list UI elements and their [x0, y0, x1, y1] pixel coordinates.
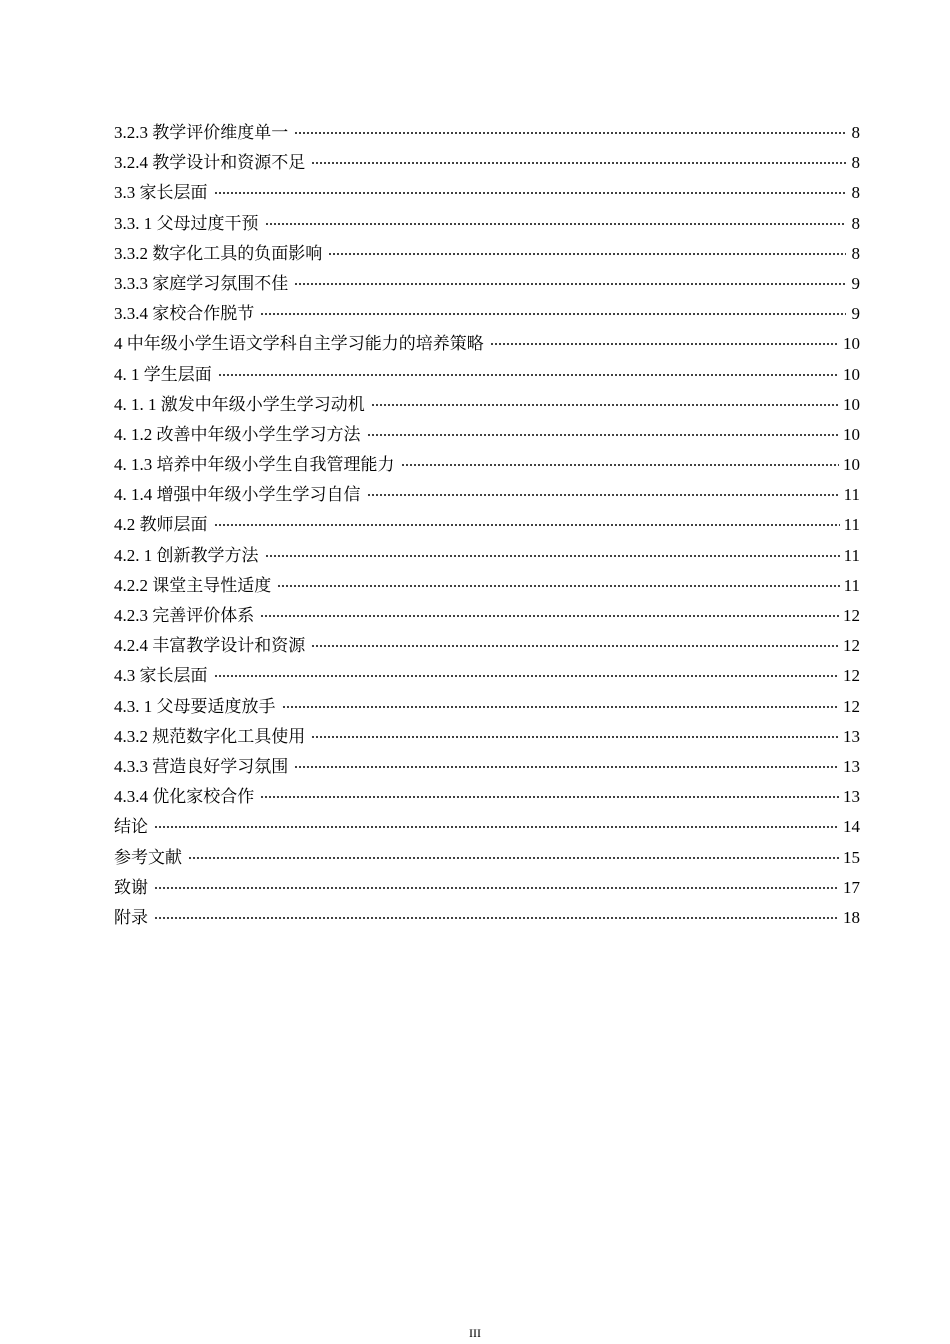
toc-entry-page-number: 11	[843, 515, 860, 535]
toc-entry-title: 3.3.4 家校合作脱节	[114, 304, 255, 324]
toc-entry[interactable]	[114, 420, 860, 450]
toc-entry-title: 4.2 教师层面	[114, 515, 208, 535]
toc-entry-title: 4.3.3 营造良好学习氛围	[114, 756, 289, 776]
toc-entry-title: 4. 1 学生层面	[114, 364, 212, 384]
toc-entry-page-number: 8	[851, 153, 860, 173]
toc-dot-leader	[265, 223, 847, 225]
toc-dot-leader	[188, 857, 839, 859]
toc-entry-page-number: 17	[843, 877, 860, 897]
toc-entry-page-number: 8	[851, 243, 860, 263]
toc-entry-page-number: 10	[843, 455, 860, 475]
toc-dot-leader	[154, 887, 839, 889]
page-number-footer: III	[469, 1326, 481, 1340]
toc-entry-page-number: 12	[843, 606, 860, 625]
toc-entry-page-number: 11	[843, 545, 860, 565]
toc-entry[interactable]	[114, 812, 860, 842]
toc-entry-title: 3.3.3 家庭学习氛围不佳	[114, 273, 289, 293]
toc-entry-title: 3.2.3 教学评价维度单一	[114, 123, 289, 142]
toc-entry-title: 3.3. 1 父母过度干预	[114, 213, 259, 233]
toc-entry[interactable]	[114, 209, 860, 239]
toc-entry-page-number: 10	[843, 334, 860, 354]
toc-dot-leader	[154, 826, 839, 828]
toc-entry-page-number: 18	[843, 907, 860, 927]
toc-dot-leader	[311, 162, 846, 164]
toc-entry[interactable]	[114, 873, 860, 903]
toc-entry[interactable]	[114, 118, 860, 148]
toc-entry-title: 4.2.4 丰富教学设计和资源	[114, 636, 306, 656]
toc-entry-title: 4. 1.3 培养中年级小学生自我管理能力	[114, 455, 395, 475]
toc-dot-leader	[367, 494, 840, 496]
toc-entry[interactable]	[114, 692, 860, 722]
toc-entry-title: 4 中年级小学生语文学科自主学习能力的培养策略	[114, 334, 484, 354]
toc-entry-page-number: 11	[843, 485, 860, 505]
toc-entry-page-number: 8	[851, 123, 860, 142]
toc-entry[interactable]	[114, 843, 860, 873]
toc-entry-title: 4.2.3 完善评价体系	[114, 606, 255, 625]
toc-dot-leader	[311, 736, 839, 738]
toc-entry[interactable]	[114, 722, 860, 752]
toc-dot-leader	[294, 132, 846, 134]
toc-dot-leader	[260, 313, 846, 315]
toc-entry[interactable]	[114, 510, 860, 540]
toc-entry[interactable]	[114, 450, 860, 480]
toc-dot-leader	[265, 555, 840, 557]
toc-dot-leader	[371, 404, 839, 406]
toc-entry[interactable]	[114, 541, 860, 571]
toc-entry[interactable]	[114, 329, 860, 359]
toc-entry-title: 4. 1.2 改善中年级小学生学习方法	[114, 424, 361, 444]
toc-dot-leader	[490, 343, 839, 345]
toc-entry[interactable]	[114, 601, 860, 631]
toc-entry-page-number: 9	[851, 273, 860, 293]
toc-entry-title: 4.3 家长层面	[114, 666, 208, 686]
toc-entry[interactable]	[114, 390, 860, 420]
toc-entry-title: 4.3.2 规范数字化工具使用	[114, 726, 306, 746]
toc-dot-leader	[218, 374, 839, 376]
toc-entry[interactable]	[114, 299, 860, 329]
toc-entry[interactable]	[114, 631, 860, 661]
toc-entry-page-number: 10	[843, 364, 860, 384]
toc-entry[interactable]	[114, 178, 860, 208]
toc-entry-title: 4.2. 1 创新教学方法	[114, 545, 259, 565]
toc-entry-title: 4. 1. 1 激发中年级小学生学习动机	[114, 394, 365, 414]
toc-entry-page-number: 15	[843, 847, 860, 867]
toc-entry-page-number: 10	[843, 424, 860, 444]
toc-entry-title: 致谢	[114, 877, 148, 897]
toc-dot-leader	[294, 766, 839, 768]
toc-entry-title: 结论	[114, 817, 148, 837]
toc-dot-leader	[260, 796, 839, 798]
toc-entry-page-number: 12	[843, 666, 860, 686]
toc-entry[interactable]	[114, 661, 860, 691]
toc-entry-page-number: 10	[843, 394, 860, 414]
toc-entry-page-number: 13	[843, 756, 860, 776]
toc-dot-leader	[214, 675, 840, 677]
toc-entry[interactable]	[114, 571, 860, 601]
toc-dot-leader	[282, 706, 840, 708]
toc-entry-title: 4.3.4 优化家校合作	[114, 787, 255, 807]
toc-entry-title: 4.3. 1 父母要适度放手	[114, 696, 276, 716]
toc-entry-title: 4.2.2 课堂主导性适度	[114, 575, 272, 595]
toc-entry-title: 4. 1.4 增强中年级小学生学习自信	[114, 485, 361, 505]
toc-entry-title: 3.3 家长层面	[114, 183, 208, 203]
toc-dot-leader	[214, 524, 840, 526]
toc-entry-title: 参考文献	[114, 847, 182, 867]
toc-entry[interactable]	[114, 782, 860, 812]
toc-entry-page-number: 12	[843, 636, 860, 656]
toc-dot-leader	[294, 283, 846, 285]
toc-entry-page-number: 14	[843, 817, 860, 837]
toc-dot-leader	[311, 645, 839, 647]
toc-entry-page-number: 9	[851, 304, 860, 324]
toc-entry-page-number: 12	[843, 696, 860, 716]
toc-entry-page-number: 8	[851, 213, 860, 233]
toc-entry[interactable]	[114, 148, 860, 178]
toc-dot-leader	[401, 464, 840, 466]
toc-entry[interactable]	[114, 903, 860, 933]
toc-entry[interactable]	[114, 269, 860, 299]
toc-entry[interactable]	[114, 360, 860, 390]
toc-entry-title: 附录	[114, 907, 148, 927]
toc-entry[interactable]	[114, 752, 860, 782]
toc-entry-title: 3.2.4 教学设计和资源不足	[114, 153, 306, 173]
toc-entry-page-number: 13	[843, 787, 860, 807]
table-of-contents	[114, 118, 860, 933]
toc-entry[interactable]	[114, 480, 860, 510]
toc-dot-leader	[367, 434, 840, 436]
toc-entry-page-number: 13	[843, 726, 860, 746]
toc-dot-leader	[154, 917, 839, 919]
toc-entry[interactable]	[114, 239, 860, 269]
toc-dot-leader	[328, 253, 846, 255]
toc-dot-leader	[277, 585, 839, 587]
toc-dot-leader	[260, 615, 839, 617]
toc-dot-leader	[214, 192, 847, 194]
toc-entry-page-number: 11	[843, 575, 860, 595]
toc-entry-title: 3.3.2 数字化工具的负面影响	[114, 243, 323, 263]
toc-entry-page-number: 8	[851, 183, 860, 203]
